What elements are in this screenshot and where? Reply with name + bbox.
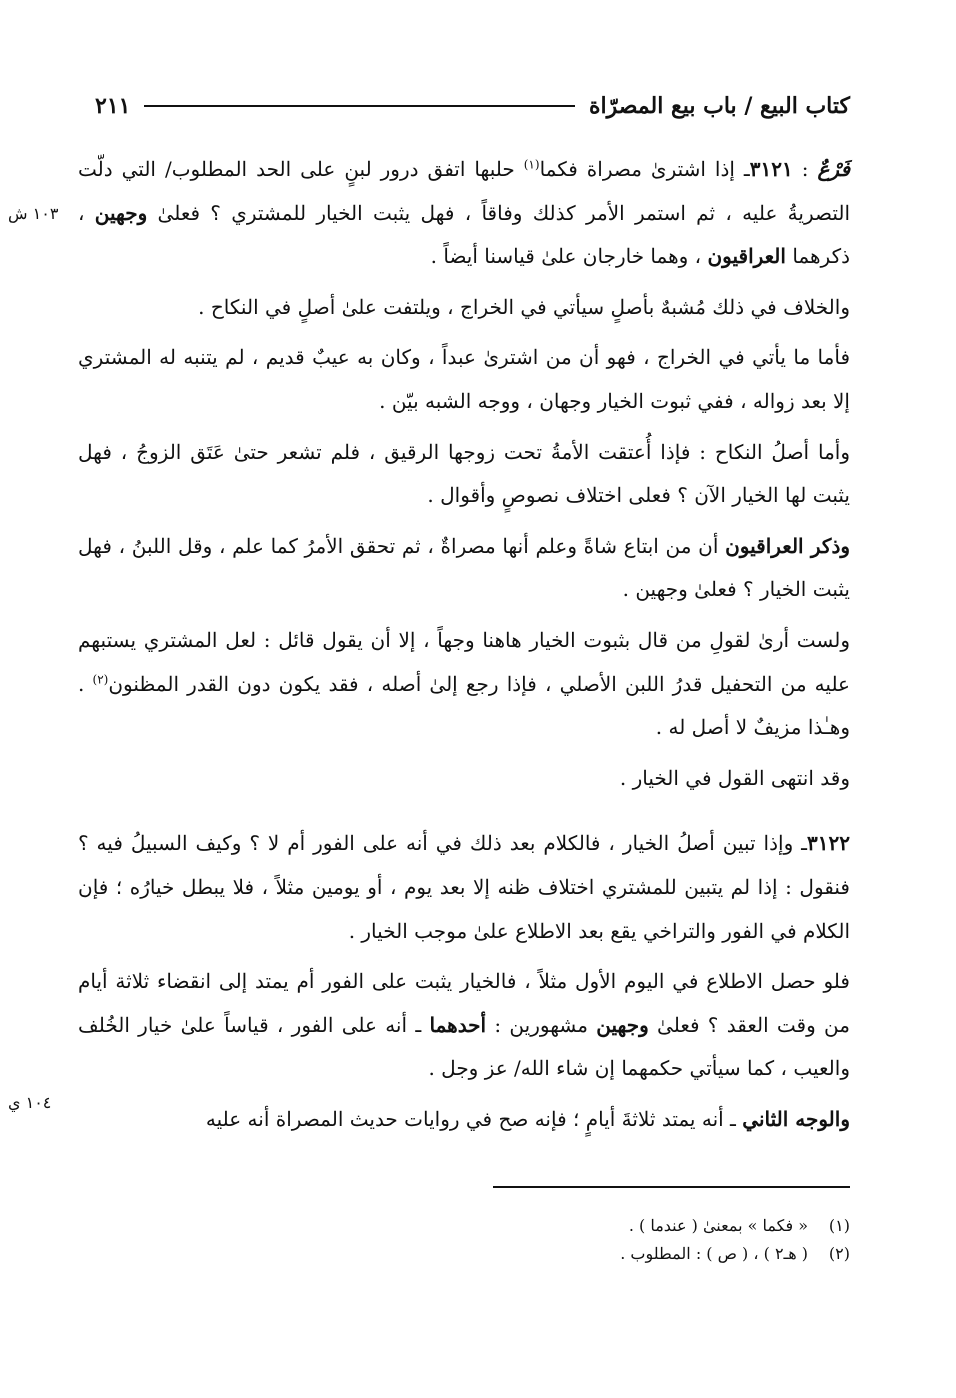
paragraph-text: ـ إذا اشترىٰ مصراة فكما xyxy=(539,157,750,181)
paragraph: والخلاف في ذلك مُشبهٌ بأصلٍ سيأتي في الخراج ، ويلتفت علىٰ أصلٍ في النكاح . xyxy=(198,294,850,319)
header-rule xyxy=(144,105,574,107)
issue-number: ٣١٢٢ xyxy=(807,831,850,856)
paragraph xyxy=(78,525,850,612)
main-text xyxy=(78,148,850,1148)
margin-note-manuscript-ref: ١٠٤ ي xyxy=(8,1093,52,1112)
header-title: كتاب البيع / باب بيع المصرّاة xyxy=(588,93,850,119)
paragraph-text: أن من ابتاع شاةً وعلم أنها مصراةٌ ، ثم تحقق الأمرُ كما علم ، وقل اللبنُ ، فهل يثبت الخيار ؟ فعلىٰ وجهين . xyxy=(78,533,850,602)
emphasis: وجهين xyxy=(596,1012,649,1037)
footnote-text: ( هـ٢ ) ، ( ص ) : المطلوب . xyxy=(620,1244,808,1263)
footnote-text: « فكما » بمعنىٰ ( عندما ) . xyxy=(628,1216,808,1235)
margin-note-manuscript-ref: ١٠٣ ش xyxy=(8,204,59,223)
page-number: ٢١١ xyxy=(95,93,131,119)
paragraph-text: ـ أنه يمتد ثلاثةَ أيامٍ ؛ فإنه صح في روايات حديث المصراة أنه عليه xyxy=(205,1106,743,1131)
footnote-ref: (٢) xyxy=(92,671,109,686)
paragraph-text: حلبها اتفق درور لبنٍ على الحد المطلوب/ التي دلّت التصريةُ عليه ، ثم استمر الأمر كذلك وفاقاً ، فهل يثبت الخيار للمشتري ؟ فعلىٰ xyxy=(78,157,851,225)
footnotes xyxy=(420,1212,850,1268)
emphasis: العراقيون xyxy=(707,244,786,269)
paragraph: فأما ما يأتي في الخراج ، فهو أن من اشترىٰ عبداً ، وكان به عيبٌ قديم ، لم يتنبه له المشتري إلا بعد زواله ، ففي ثبوت الخيار وجهان ، ووجه الشبه بيّن . xyxy=(78,345,850,413)
emphasis: وجهين xyxy=(94,200,148,225)
paragraph xyxy=(78,960,850,1091)
running-header xyxy=(95,86,850,126)
paragraph-issue-3122 xyxy=(78,822,850,953)
emphasis: وذكر العراقيون xyxy=(725,533,851,558)
paragraph-text: مشهورين : xyxy=(486,1012,597,1037)
paragraph-text: ، وهما خارجان علىٰ قياسنا أيضاً . xyxy=(430,244,708,269)
footnote xyxy=(420,1240,850,1268)
paragraph-text: ـ أنه على الفور ، قياساً علىٰ خيار الخُلف والعيب ، كما سيأتي حكمهما إن شاء الله/ عز وجل . xyxy=(78,1012,850,1081)
section-marker: فَرْعٌ xyxy=(817,157,850,181)
paragraph-text: ، ذكرهما xyxy=(78,200,850,269)
footnote-number: (١) xyxy=(828,1216,850,1235)
emphasis: أحدهما xyxy=(429,1012,487,1037)
footnote-separator xyxy=(493,1186,850,1188)
paragraph-text: ـ وإذا تبين أصلُ الخيار ، فالكلام بعد ذلك في أنه على الفور أم لا ؟ وكيف السبيلُ فيه ؟ فنقول : إذا لم يتبين للمشتري اختلاف ظنه إلا بعد يوم ، أو يومين مثلاً ، فلا يبطل خيارُه ؛ فإن الكلام في الفور والتراخي يقع بعد الاطلاع علىٰ موجب الخيار . xyxy=(78,831,850,943)
issue-number: ٣١٢١ xyxy=(749,157,793,181)
footnote xyxy=(420,1212,850,1240)
footnote-ref: (١) xyxy=(523,157,540,172)
paragraph-text: فلو حصل الاطلاع في اليوم الأول مثلاً ، فالخيار يثبت على الفور أم يمتد إلى انقضاء ثلاثة أيام من وقت العقد ؟ فعلىٰ xyxy=(78,969,850,1037)
paragraph-issue-3121: فَرْعٌ : ٣١٢١ـ إذا اشترىٰ مصراة فكما$^{(١)}$ حلبها اتفق درور لبنٍ على الحد المطلوب/ التي دلّت التصريةُ عليه ، ثم استمر الأمر كذلك وفاقاً ، فهل يثبت الخيار للمشتري ؟ فعلىٰ وجهين ، ذكرهما العراقيون ، وهما خارجان علىٰ قياسنا أيضاً . xyxy=(78,157,851,269)
paragraph xyxy=(78,619,850,750)
paragraph-text: . وهـٰذا مزيفٌ لا أصل له . xyxy=(78,671,850,740)
paragraph: وقد انتهى القول في الخيار . xyxy=(619,765,850,790)
paragraph xyxy=(78,1098,850,1142)
emphasis: والوجه الثاني xyxy=(742,1106,850,1131)
footnote-number: (٢) xyxy=(828,1244,850,1263)
paragraph: وأما أصلُ النكاح : فإذا أُعتقت الأمةُ تحت زوجها الرقيق ، فلم تشعر حتىٰ عَتَق الزوجُ ، فهل يثبت لها الخيار الآن ؟ فعلى اختلاف نصوصٍ وأقوال . xyxy=(78,439,850,508)
paragraph-text: ولست أرىٰ لقولِ من قال بثبوت الخيار هاهنا وجهاً ، إلا أن يقول قائل : لعل المشتري يستبهم عليه من التحفيل قدرُ اللبن الأصلي ، فإذا رجع إلىٰ أصله ، فقد يكون دون القدر المظنون xyxy=(78,627,850,696)
